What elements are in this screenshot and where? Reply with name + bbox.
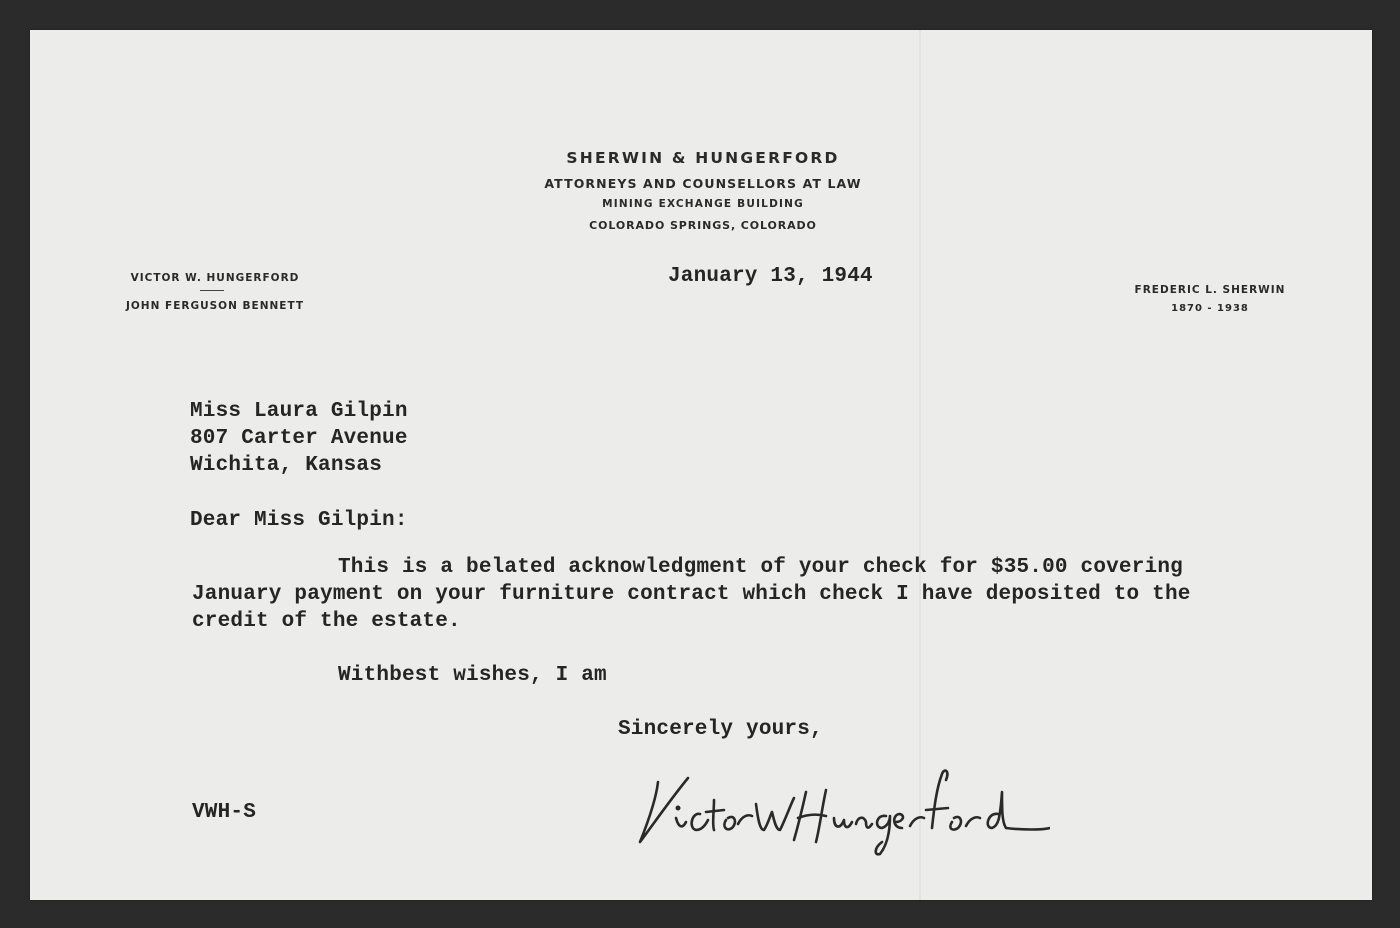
firm-building: MINING EXCHANGE BUILDING (602, 198, 804, 210)
partner-divider (200, 290, 224, 291)
firm-subtitle: ATTORNEYS AND COUNSELLORS AT LAW (544, 176, 862, 191)
signoff: Sincerely yours, (618, 718, 823, 741)
firm-city: COLORADO SPRINGS, COLORADO (589, 219, 817, 232)
partner-name: VICTOR W. HUNGERFORD (130, 272, 300, 284)
recipient-name: Miss Laura Gilpin (190, 400, 408, 423)
founder-name: FREDERIC L. SHERWIN (1134, 284, 1286, 296)
firm-name: SHERWIN & HUNGERFORD (566, 149, 840, 167)
typist-initials: VWH-S (192, 801, 257, 824)
body-line: credit of the estate. (192, 610, 461, 633)
partner-name: JOHN FERGUSON BENNETT (125, 300, 305, 312)
salutation: Dear Miss Gilpin: (190, 509, 408, 532)
closing-line: Withbest wishes, I am (338, 664, 607, 687)
body-line: January payment on your furniture contract which check I have deposited to the (192, 583, 1191, 606)
recipient-city: Wichita, Kansas (190, 454, 383, 477)
recipient-street: 807 Carter Avenue (190, 427, 408, 450)
founder-years: 1870 - 1938 (1171, 303, 1249, 314)
letter-date: January 13, 1944 (668, 265, 873, 288)
letter-page (30, 30, 1372, 900)
body-line: This is a belated acknowledgment of your check for $35.00 covering (338, 556, 1183, 579)
handwritten-signature (630, 730, 1050, 860)
